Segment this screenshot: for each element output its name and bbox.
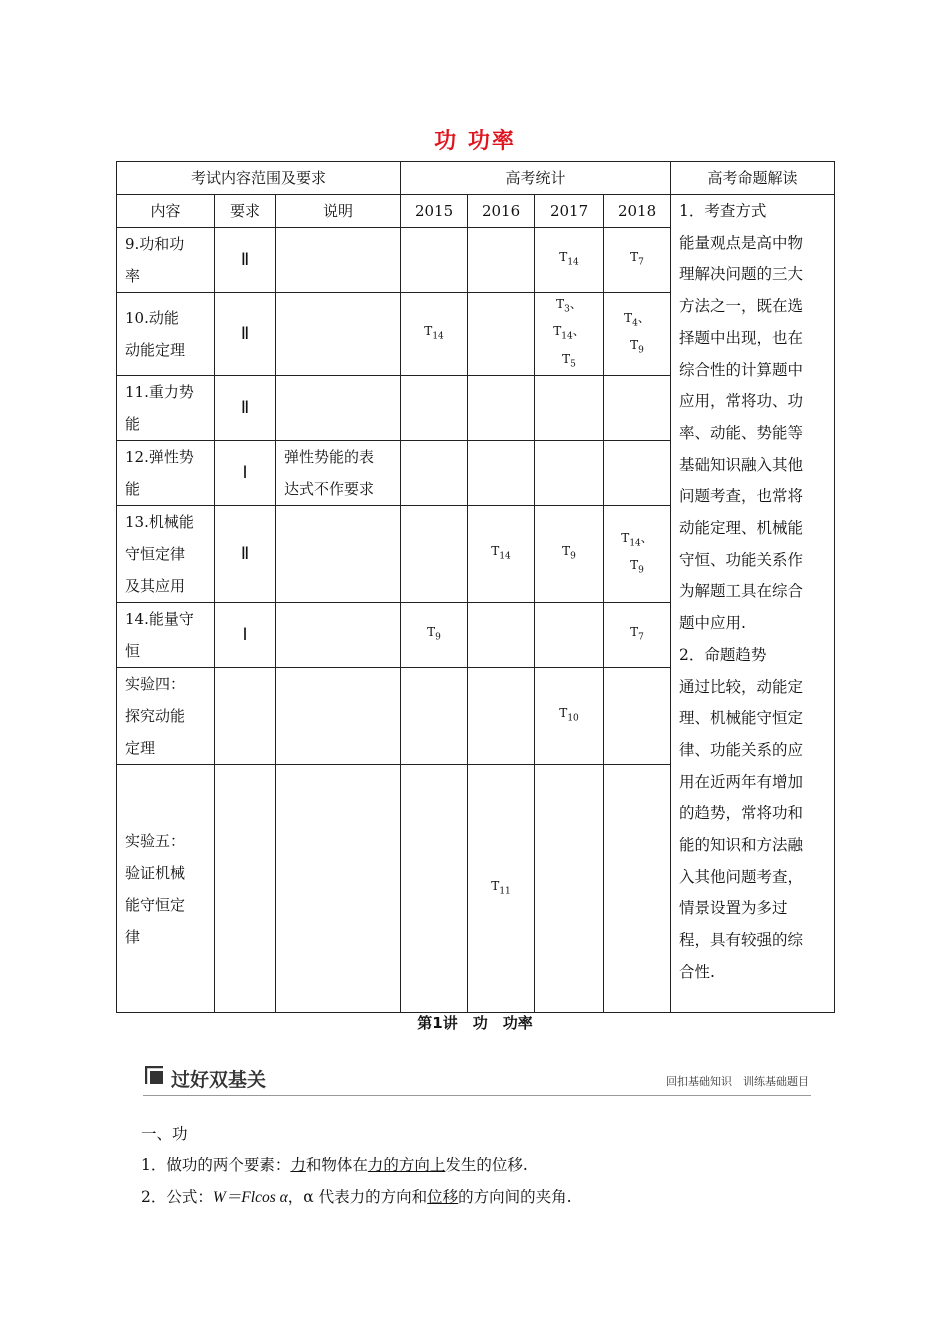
- item-2: 2．公式：W＝Flcos α，α 代表力的方向和位移的方向间的夹角.: [141, 1188, 572, 1206]
- interp-line: 理解决问题的三大: [679, 265, 804, 284]
- stat-cell-2015: [401, 668, 468, 765]
- cell-line: 能守恒定: [125, 895, 186, 914]
- lecture-title: 第1讲 功 功率: [417, 1014, 533, 1032]
- cell-line: 11.重力势: [125, 383, 194, 402]
- content-cell: [117, 441, 215, 506]
- section-banner: [143, 1063, 811, 1096]
- section-heading: 一、功: [141, 1125, 188, 1143]
- banner-title: 过好双基关: [171, 1069, 267, 1091]
- stat-cell-2017: [535, 376, 604, 441]
- cell-line: 能: [125, 415, 141, 434]
- cell-line: 弹性势能的表: [284, 448, 375, 467]
- question-code: $T_7$: [630, 625, 644, 643]
- page-title: 功 功率: [434, 129, 516, 154]
- cell-line: 13.机械能: [125, 513, 194, 532]
- subheader-content: 内容: [117, 195, 215, 228]
- stat-cell-2018: [604, 603, 671, 668]
- content-cell: [117, 765, 215, 1013]
- interp-line: 入其他问题考查，: [679, 867, 804, 886]
- content-cell: [117, 376, 215, 441]
- underline-displacement: 位移: [427, 1188, 459, 1206]
- formula-cos: cos α: [255, 1189, 288, 1206]
- note-cell: [276, 765, 401, 1013]
- stat-cell-2016: [468, 441, 535, 506]
- stat-cell-2017: [535, 506, 604, 603]
- stat-cell-2017: [535, 441, 604, 506]
- cell-line: 12.弹性势: [125, 448, 194, 467]
- interp-line: 情景设置为多过: [679, 899, 788, 918]
- interp-paragraph-1: [679, 228, 826, 640]
- note-cell: [276, 293, 401, 376]
- stat-cell-2018: [604, 441, 671, 506]
- interp-line: 能的知识和方法融: [679, 836, 804, 855]
- stat-cell-2015: [401, 293, 468, 376]
- underline-force-direction: 力的方向上: [367, 1156, 446, 1174]
- question-code: $T_9$: [630, 558, 644, 576]
- content-cell: [117, 293, 215, 376]
- stat-cell-2017: [535, 228, 604, 293]
- stat-cell-2018: [604, 765, 671, 1013]
- stat-cell-2015: [401, 603, 468, 668]
- interpretation-cell: [671, 195, 835, 1013]
- cell-line: 动能定理: [125, 341, 186, 360]
- interp-heading-2: 2．命题趋势: [679, 645, 767, 664]
- stat-cell-2018: [604, 668, 671, 765]
- question-code: $T_9$: [630, 338, 644, 356]
- subheader-note: 说明: [276, 195, 401, 228]
- interp-line: 合性.: [679, 962, 715, 981]
- content-cell: [117, 668, 215, 765]
- interp-line: 择题中出现，也在: [679, 328, 804, 347]
- question-code: $T_9$: [562, 544, 576, 562]
- interp-line: 理、机械能守恒定: [679, 709, 804, 728]
- cell-line: 守恒定律: [125, 545, 186, 564]
- interp-line: 基础知识融入其他: [679, 455, 804, 474]
- content-cell: [117, 603, 215, 668]
- stat-cell-2018: [604, 293, 671, 376]
- note-cell: [276, 376, 401, 441]
- content-cell: [117, 228, 215, 293]
- cell-line: 定理: [125, 739, 156, 758]
- cell-line: 验证机械: [125, 863, 186, 882]
- stat-cell-2017: [535, 603, 604, 668]
- cell-line: 达式不作要求: [284, 480, 375, 499]
- question-code: $T_{14}$、: [553, 324, 585, 342]
- subheader-2018: 2018: [604, 195, 671, 228]
- interp-line: 的趋势，常将功和: [679, 804, 804, 823]
- interp-line: 题中应用.: [679, 614, 746, 633]
- requirement-cell: Ⅰ: [215, 441, 276, 506]
- cell-line: 9.功和功: [125, 235, 185, 253]
- content-cell: [117, 506, 215, 603]
- stat-cell-2017: [535, 668, 604, 765]
- requirement-cell: [215, 668, 276, 765]
- question-code: $T_{11}$: [491, 878, 511, 897]
- stat-cell-2018: [604, 376, 671, 441]
- cell-line: 率: [125, 267, 141, 285]
- stat-cell-2016: [468, 293, 535, 376]
- interp-line: 用在近两年有增加: [679, 772, 804, 791]
- stat-cell-2015: [401, 506, 468, 603]
- interp-heading-1: 1．考查方式: [679, 202, 767, 220]
- cell-line: 实验四：: [125, 675, 186, 694]
- stat-cell-2017: [535, 765, 604, 1013]
- interp-line: 综合性的计算题中: [679, 360, 804, 379]
- requirement-cell: Ⅱ: [215, 228, 276, 293]
- interp-line: 能量观点是高中物: [679, 233, 804, 252]
- banner-subtitle: 回扣基础知识 训练基础题目: [666, 1075, 809, 1088]
- header-exam-stats: 高考统计: [401, 162, 671, 195]
- interp-line: 问题考查，也常将: [679, 487, 804, 506]
- subheader-2017: 2017: [535, 195, 604, 228]
- cell-line: 及其应用: [125, 577, 186, 596]
- question-code: $T_9$: [427, 625, 441, 643]
- interp-line: 程，具有较强的综: [679, 931, 804, 950]
- stat-cell-2015: [401, 441, 468, 506]
- requirement-cell: Ⅱ: [215, 293, 276, 376]
- question-code: $T_{14}$: [559, 250, 579, 268]
- interp-paragraph-2: [679, 672, 826, 989]
- stat-cell-2016: [468, 765, 535, 1013]
- stat-cell-2016: [468, 668, 535, 765]
- cell-line: 律: [125, 927, 141, 946]
- question-code: $T_4$、: [624, 310, 650, 329]
- stat-cell-2018: [604, 228, 671, 293]
- stat-cell-2016: [468, 376, 535, 441]
- interp-line: 动能定理、机械能: [679, 519, 804, 538]
- question-code: $T_7$: [630, 250, 644, 268]
- note-cell: [276, 228, 401, 293]
- question-code: $T_{10}$: [559, 706, 579, 724]
- underline-force: 力: [290, 1156, 306, 1174]
- interp-line: 守恒、功能关系作: [679, 550, 804, 569]
- requirement-cell: Ⅱ: [215, 506, 276, 603]
- note-cell: [276, 506, 401, 603]
- stat-cell-2015: [401, 376, 468, 441]
- square-bracket-icon: [145, 1066, 165, 1086]
- formula: W＝Fl: [212, 1189, 256, 1206]
- question-code: $T_{14}$: [491, 544, 511, 562]
- requirement-cell: [215, 765, 276, 1013]
- exam-stats-table: [116, 161, 835, 1013]
- stat-cell-2016: [468, 506, 535, 603]
- cell-line: 14.能量守: [125, 610, 194, 629]
- question-code: $T_3$、: [556, 297, 582, 315]
- stat-cell-2016: [468, 228, 535, 293]
- requirement-cell: Ⅱ: [215, 376, 276, 441]
- question-code: $T_5$: [562, 351, 576, 370]
- subheader-requirement: 要求: [215, 195, 276, 228]
- question-code: $T_{14}$: [424, 324, 444, 342]
- requirement-cell: Ⅰ: [215, 603, 276, 668]
- header-exam-scope: 考试内容范围及要求: [117, 162, 401, 195]
- cell-line: 实验五：: [125, 831, 186, 850]
- cell-line: 10.动能: [125, 309, 179, 328]
- stat-cell-2015: [401, 765, 468, 1013]
- interp-line: 率、动能、势能等: [679, 423, 804, 442]
- interp-line: 通过比较，动能定: [679, 677, 804, 696]
- interp-line: 方法之一，既在选: [679, 297, 804, 316]
- interp-line: 律、功能关系的应: [679, 740, 804, 759]
- stat-cell-2017: [535, 293, 604, 376]
- header-interpretation: 高考命题解读: [671, 162, 835, 195]
- stat-cell-2018: [604, 506, 671, 603]
- question-code: $T_{14}$、: [621, 530, 653, 549]
- subheader-2016: 2016: [468, 195, 535, 228]
- subheader-2015: 2015: [401, 195, 468, 228]
- cell-line: 探究动能: [125, 707, 186, 726]
- cell-line: 能: [125, 480, 141, 499]
- interp-line: 为解题工具在综合: [679, 582, 804, 601]
- item-1: 1．做功的两个要素：力和物体在力的方向上发生的位移.: [141, 1156, 528, 1174]
- stat-cell-2016: [468, 603, 535, 668]
- note-cell: [276, 441, 401, 506]
- stat-cell-2015: [401, 228, 468, 293]
- interp-line: 应用，常将功、功: [679, 392, 804, 411]
- note-cell: [276, 603, 401, 668]
- note-cell: [276, 668, 401, 765]
- cell-line: 恒: [125, 642, 141, 661]
